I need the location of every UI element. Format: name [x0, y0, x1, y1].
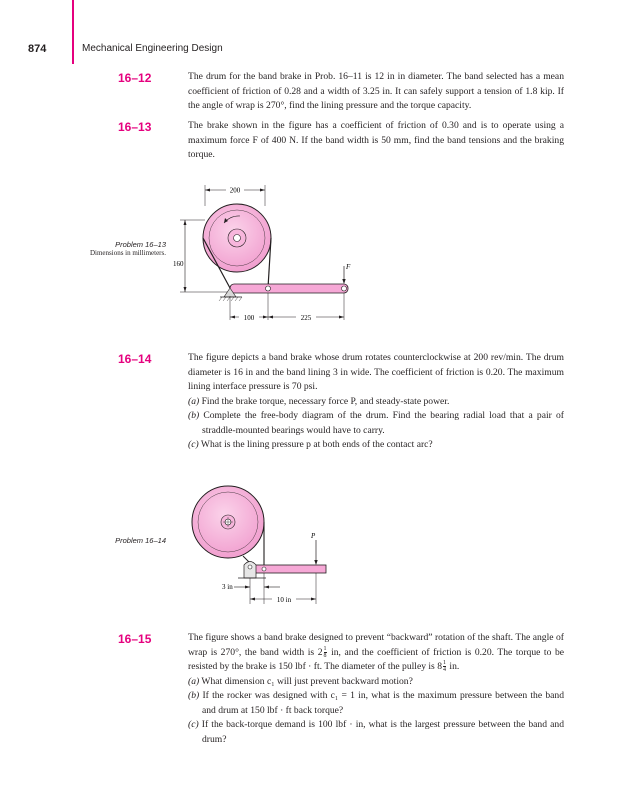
dim-label-225: 225	[300, 314, 312, 322]
dim-label-160: 160	[173, 260, 184, 268]
problem-text-16-13	[188, 119, 564, 163]
force-label-P: P	[311, 532, 316, 540]
problem-body: The figure shows a band brake designed to prevent “backward” rotation of the shaft. The angle of wrap is 270°, the band width is 2 $\frac{1}{8}$ in, and the coefficient of friction is 0.20. The torque to be resisted by the brake is 150 lbf · ft. The diameter of the pulley is 8 $\frac{1}{4}$ in.	[188, 632, 564, 674]
caption-title: Problem 16–14	[115, 536, 166, 545]
fraction-width: $\frac{1}{8}$	[323, 645, 327, 659]
dim-label-100: 100	[243, 314, 255, 322]
problem-item-b: (b) Complete the free-body diagram of the drum. Find the bearing radial load that a pair of straddle-mounted bearings would have to carry.	[188, 410, 564, 436]
problem-item-c: (c) If the back-torque demand is 100 lbf · in, what is the largest pressure between the band and drum?	[188, 719, 564, 745]
page-number: 874	[28, 43, 47, 55]
problem-body: The figure depicts a band brake whose drum rotates counterclockwise at 200 rev/min. The drum diameter is 16 in and the band lining 3 in wide. The coefficient of friction is 0.20. The maximum lining interface pressure is 70 psi.	[188, 352, 564, 392]
lever	[230, 284, 348, 293]
problem-body: The drum for the band brake in Prob. 16–11 is 12 in in diameter. The band selected has a mean coefficient of friction of 0.28 and a width of 3.25 in. It can safely support a tension of 1.8 kip. If the angle of wrap is 270°, find the lining pressure and the torque capacity.	[188, 71, 564, 111]
figure-caption-16-14	[40, 536, 166, 545]
dim-label-10in: 10 in	[276, 596, 292, 604]
problem-text-16-14	[188, 351, 564, 453]
problem-body: The brake shown in the figure has a coefficient of friction of 0.30 and is to operate using a maximum force F of 400 N. If the band width is 50 mm, find the band tensions and the braking torque.	[188, 120, 564, 160]
header-rule	[72, 0, 74, 64]
problem-item-b: (b) If the rocker was designed with c₁ = 1 in, what is the maximum pressure between the band and drum at 150 lbf · ft back torque?	[188, 690, 564, 716]
problem-number-16-15: 16–15	[118, 632, 152, 646]
problem-item-c: (c) What is the lining pressure p at both ends of the contact arc?	[188, 439, 433, 450]
pivot	[244, 562, 256, 579]
fraction-diameter: $\frac{1}{4}$	[443, 660, 446, 674]
dim-label-3in: 3 in	[222, 583, 233, 591]
dim-label-200: 200	[229, 186, 241, 195]
force-label-F: F	[346, 263, 351, 271]
problem-item-a: (a) What dimension c₁ will just prevent backward motion?	[188, 675, 413, 687]
figure-caption-16-13	[40, 240, 166, 257]
caption-title: Problem 16–13	[115, 240, 166, 249]
problem-number-16-12: 16–12	[118, 71, 152, 85]
problem-text-16-15	[188, 631, 564, 747]
problem-item-a: (a) Find the brake torque, necessary force P, and steady-state power.	[188, 395, 450, 407]
problem-number-16-13: 16–13	[118, 120, 152, 134]
figure-16-13	[170, 180, 370, 330]
figure-16-14	[190, 478, 340, 610]
problem-number-16-14: 16–14	[118, 352, 152, 366]
book-title: Mechanical Engineering Design	[82, 43, 223, 54]
problem-text-16-12	[188, 70, 564, 114]
caption-note: Dimensions in millimeters.	[89, 249, 166, 257]
